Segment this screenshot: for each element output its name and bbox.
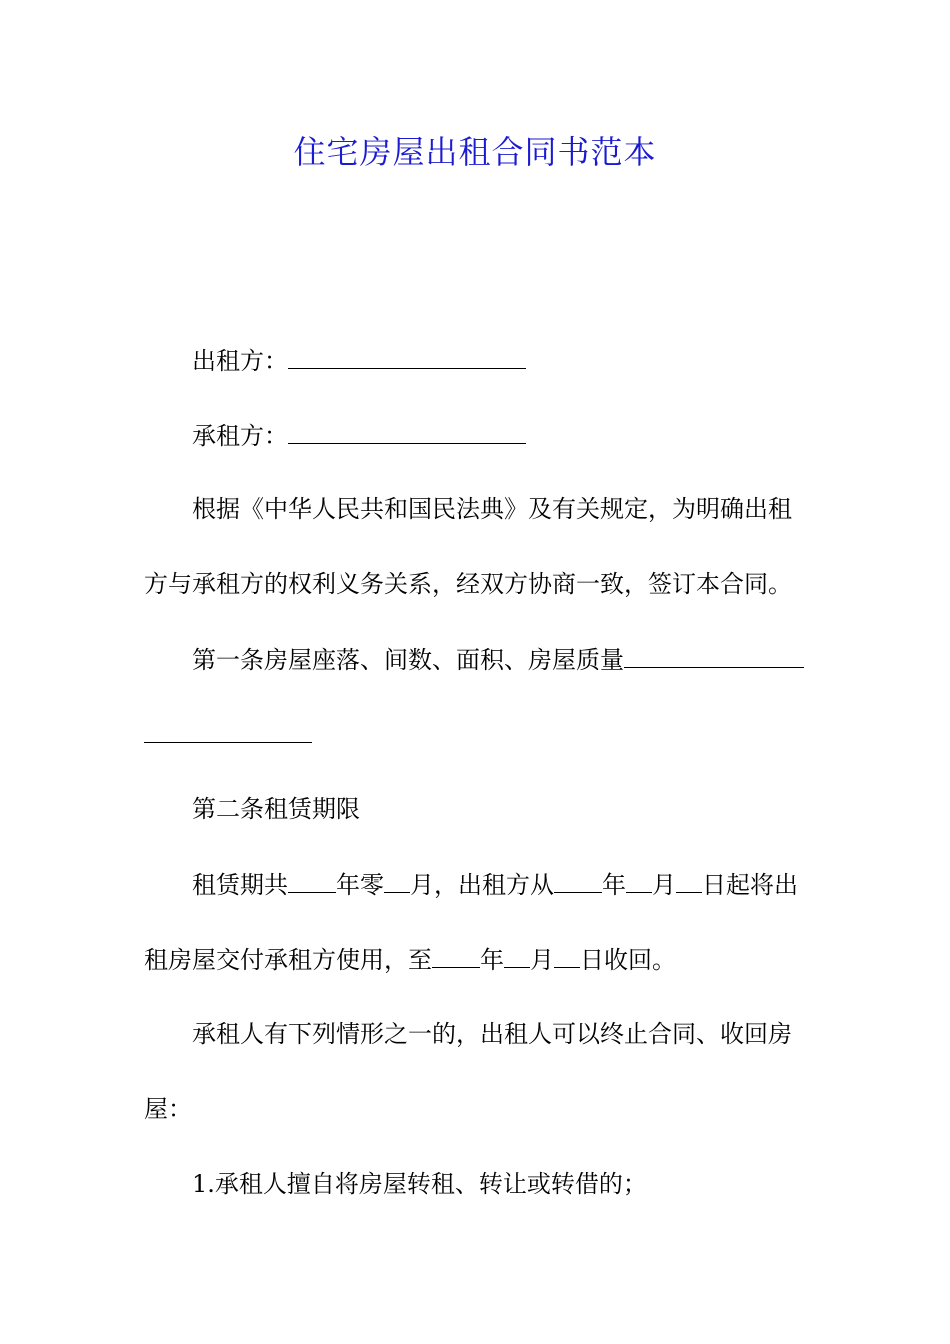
- end-day-blank[interactable]: [554, 941, 580, 968]
- article1-label: 第一条房屋座落、间数、面积、房屋质量: [192, 646, 624, 674]
- end-year-blank[interactable]: [432, 941, 480, 968]
- lessor-line: [144, 342, 857, 379]
- term-years-blank[interactable]: [288, 866, 336, 893]
- term-line-2: [144, 941, 809, 978]
- start-day-blank[interactable]: [676, 866, 702, 893]
- list-item-1: 1.承租人擅自将房屋转租、转让或转借的；: [192, 1170, 647, 1198]
- article1-blank-1[interactable]: [624, 641, 804, 668]
- term-text: 年零: [336, 871, 384, 899]
- preamble-line-1: 根据《中华人民共和国民法典》及有关规定，为明确出租: [192, 495, 792, 523]
- lessee-line: [144, 417, 857, 454]
- term-text: 租赁期共: [192, 871, 288, 899]
- term-text: 月，出租方从: [410, 871, 554, 899]
- term-line-1: [144, 866, 857, 903]
- preamble-line-2: 方与承租方的权利义务关系，经双方协商一致，签订本合同。: [144, 570, 792, 598]
- lessee-blank[interactable]: [288, 417, 526, 444]
- term-text: 日起将出: [702, 871, 798, 899]
- term-text: 月: [530, 946, 554, 974]
- term-text: 租房屋交付承租方使用，至: [144, 946, 432, 974]
- terminate-line-2: 屋：: [144, 1095, 192, 1123]
- terminate-line-1: 承租人有下列情形之一的，出租人可以终止合同、收回房: [192, 1020, 792, 1048]
- term-text: 年: [480, 946, 504, 974]
- lessor-blank[interactable]: [288, 342, 526, 369]
- lessee-label: 承租方：: [192, 422, 288, 450]
- end-month-blank[interactable]: [504, 941, 530, 968]
- lessor-label: 出租方：: [192, 347, 288, 375]
- article1-blank-2[interactable]: [144, 716, 312, 743]
- term-text: 日收回。: [580, 946, 676, 974]
- article1-line: [144, 641, 857, 678]
- article2-heading: 第二条租赁期限: [192, 795, 360, 823]
- start-month-blank[interactable]: [626, 866, 652, 893]
- term-text: 月: [652, 871, 676, 899]
- term-text: 年: [602, 871, 626, 899]
- start-year-blank[interactable]: [554, 866, 602, 893]
- article1-continuation: [144, 716, 809, 753]
- document-title: 住宅房屋出租合同书范本: [293, 133, 657, 171]
- term-months-blank[interactable]: [384, 866, 410, 893]
